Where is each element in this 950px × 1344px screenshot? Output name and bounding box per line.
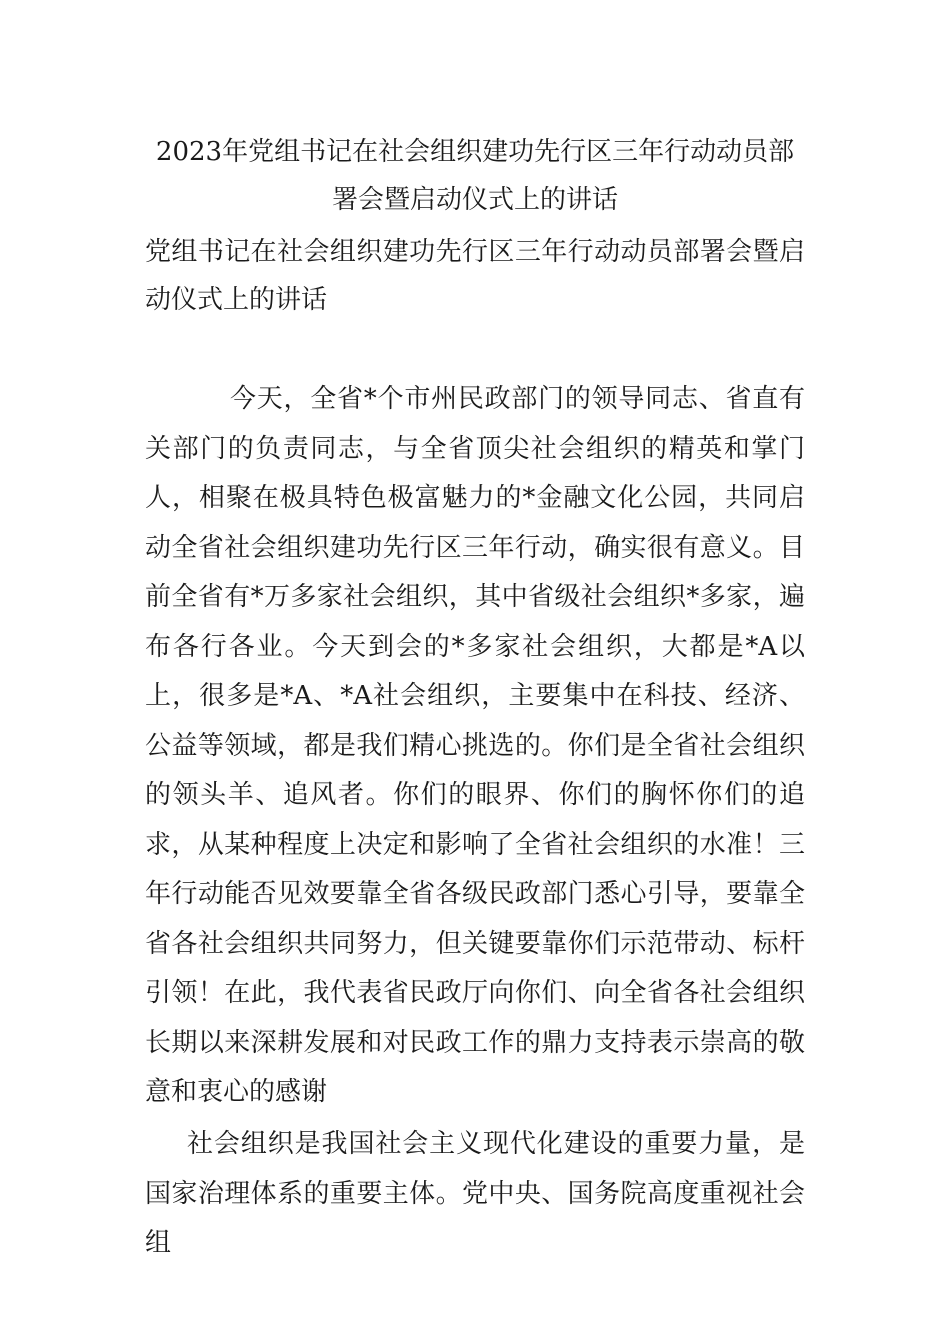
document-subtitle: 党组书记在社会组织建功先行区三年行动动员部署会暨启动仪式上的讲话 [145, 237, 805, 315]
paragraph-opening: 今天，全省*个市州民政部门的领导同志、省直有关部门的负责同志，与全省顶尖社会组织的精英和掌门人，相聚在极具特色极富魅力的*金融文化公园，共同启动全省社会组织建功先行区三年行动，确实很有意义。目前全省有*万多家社会组织，其中省级社会组织*多家，遍布各行各业。今天到会的*多家社会组织，大都是*A以上，很多是*A、*A社会组织，主要集中在科技、经济、公益等领域，都是我们精心挑选的。你们是全省社会组织的领头羊、追风者。你们的眼界、你们的胸怀你们的追求，从某种程度上决定和影响了全省社会组织的水准！三年行动能否见效要靠全省各级民政部门悉心引导，要靠全省各社会组织共同努力，但关键要靠你们示范带动、标杆引领！在此，我代表省民政厅向你们、向全省各社会组织长期以来深耕发展和对民政工作的鼎力支持表示崇高的敬意和衷心的感谢 [145, 384, 805, 1107]
document-title: 2023年党组书记在社会组织建功先行区三年行动动员部署会暨启动仪式上的讲话 [155, 137, 795, 215]
paragraph-social-organizations: 社会组织是我国社会主义现代化建设的重要力量，是国家治理体系的重要主体。党中央、国务院高度重视社会组 [145, 1129, 805, 1258]
